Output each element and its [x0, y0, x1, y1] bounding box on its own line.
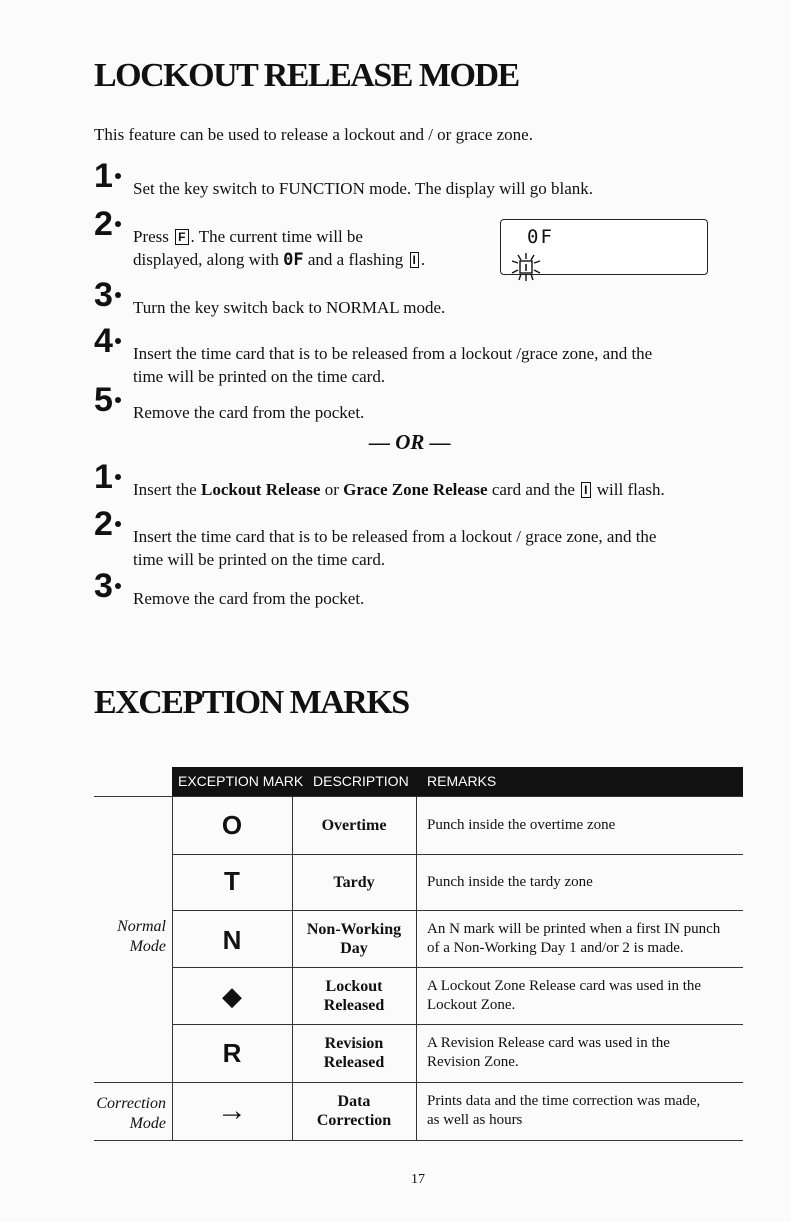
intro-text: This feature can be used to release a lockout and / or grace zone.: [94, 125, 533, 144]
step-text: Turn the key switch back to NORMAL mode.: [133, 298, 446, 317]
i-key-icon: I: [410, 252, 419, 268]
mark-revision: R: [222, 1038, 242, 1068]
step-text: Set the key switch to FUNCTION mode. The display will go blank.: [133, 179, 594, 198]
table-rule: [94, 1082, 743, 1083]
desc-revision: Revision Released: [323, 1035, 385, 1071]
table-rule: [292, 796, 293, 1140]
page-number: 17: [411, 1172, 425, 1187]
step-text: Insert the time card that is to be released from a lockout /grace zone, and the time will be printed on the time card.: [133, 344, 653, 386]
table-rule: [172, 967, 743, 968]
header-exception-mark: EXCEPTION MARK: [178, 773, 304, 789]
desc-overtime: Overtime: [321, 817, 387, 834]
desc-tardy: Tardy: [333, 874, 375, 891]
remark-lockout: A Lockout Zone Release card was used in the Lockout Zone.: [427, 978, 702, 1013]
table-rule: [172, 910, 743, 911]
mark-correction-arrow-icon: →: [217, 1094, 247, 1127]
or-divider: — OR —: [369, 430, 451, 454]
step-number: 3: [94, 567, 112, 605]
lockout-release-title: LOCKOUT RELEASE MODE: [94, 57, 519, 94]
step-number: 4: [94, 322, 112, 360]
step-text: Insert the Lockout Release or Grace Zone Release card and the I will flash.: [133, 480, 665, 499]
step-number: 3: [94, 276, 112, 314]
step-number: 1: [94, 157, 112, 195]
step-number: 2: [94, 205, 112, 243]
desc-lockout: Lockout Released: [323, 978, 385, 1014]
svg-text:I: I: [524, 263, 528, 274]
table-rule: [172, 796, 173, 1140]
table-rule: [416, 796, 417, 1140]
display-segment-text: 0F: [283, 250, 304, 270]
remark-tardy: Punch inside the tardy zone: [427, 874, 593, 890]
normal-mode-label: Normal Mode: [117, 918, 166, 955]
header-remarks: REMARKS: [427, 773, 497, 789]
step-text: Remove the card from the pocket.: [133, 403, 365, 422]
step-text: Remove the card from the pocket.: [133, 589, 365, 608]
lcd-text: 0F: [527, 226, 554, 248]
header-description: DESCRIPTION: [313, 773, 409, 789]
step-number: 5: [94, 381, 112, 419]
step-text: Insert the time card that is to be released from a lockout / grace zone, and the time will be printed on the time card.: [133, 527, 657, 569]
i-key-icon: I: [581, 482, 590, 498]
mark-overtime: O: [221, 810, 243, 840]
flashing-indicator-icon: [509, 252, 543, 287]
correction-mode-label: Correction Mode: [96, 1095, 166, 1132]
remark-revision: A Revision Release card was used in the Revision Zone.: [427, 1035, 670, 1070]
table-rule: [94, 796, 743, 797]
step-number: 2: [94, 505, 112, 543]
table-rule: [94, 1140, 743, 1141]
desc-non-working: Non-Working Day: [306, 921, 402, 957]
remark-non-working: An N mark will be printed when a first IN punch of a Non-Working Day 1 and/or 2 is made.: [427, 921, 721, 956]
remark-data-correction: Prints data and the time correction was made, as well as hours: [427, 1093, 701, 1128]
table-header: [172, 767, 743, 796]
f-key-icon: F: [175, 229, 188, 245]
remark-overtime: Punch inside the overtime zone: [427, 817, 616, 833]
step-number: 1: [94, 458, 112, 496]
mark-lockout-diamond-icon: ◆: [222, 981, 242, 1011]
mark-non-working: N: [222, 925, 242, 955]
lcd-display: [500, 219, 708, 275]
table-rule: [172, 854, 743, 855]
step-text: Press F . The current time will be displayed, along with 0F and a flashing I .: [133, 227, 426, 270]
table-rule: [172, 1024, 743, 1025]
mark-tardy: T: [224, 866, 240, 896]
exception-marks-title: EXCEPTION MARKS: [94, 684, 409, 721]
desc-data-correction: Data Correction: [316, 1093, 392, 1129]
